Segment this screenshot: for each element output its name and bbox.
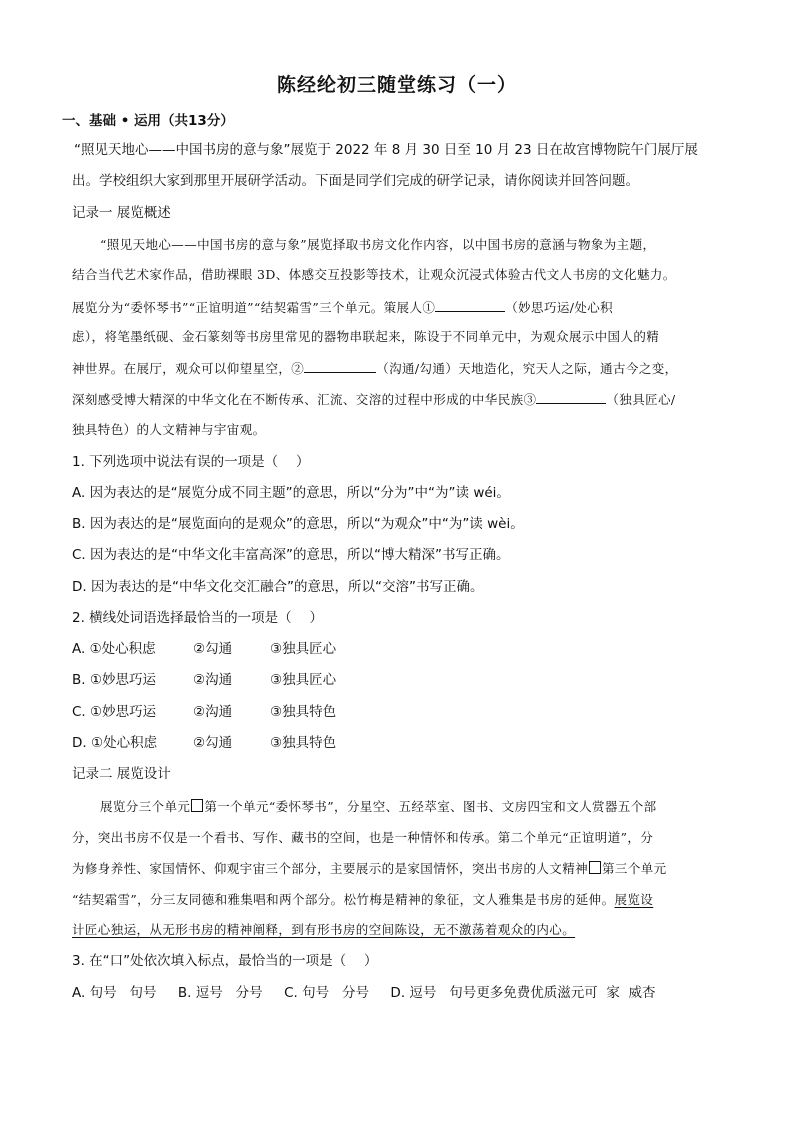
record2-line-1	[100, 797, 657, 817]
record1-line-1: “照见天地心——中国书房的意与象”展览择取书房文化作内容，以中国书房的意涵与物象为主题，	[100, 237, 656, 252]
record1-line-6-choice: （独具匠心/	[606, 392, 676, 407]
record2-line-2: 分，突出书房不仅是一个看书、写作、藏书的空间，也是一种情怀和传承。第二个单元“正谊明道”，分	[72, 830, 654, 845]
answer-blank-1[interactable]	[435, 297, 505, 312]
q2-option-a-part2: ②勾通	[193, 641, 233, 657]
q2-option-c-part3: ③独具特色	[270, 704, 337, 720]
q2-option-c-part2: ②沟通	[193, 704, 233, 720]
q2-option-a[interactable]	[72, 639, 372, 659]
q2-option-b-part1: B. ①妙思巧运	[72, 672, 156, 688]
q2-option-c-part1: C. ①妙思巧运	[72, 704, 157, 720]
q2-option-b-part3: ③独具匠心	[270, 672, 337, 688]
record1-line-2: 结合当代艺术家作品，借助裸眼 3D、体感交互投影等技术，让观众沉浸式体验古代文人书房的文化魅力。	[72, 267, 676, 282]
q1-option-d[interactable]: D. 因为表达的是“中华文化交汇融合”的意思，所以“交溶”书写正确。	[72, 579, 484, 595]
page-title: 陈经纶初三随堂练习（一）	[276, 74, 517, 96]
section-heading: 一、基础 • 运用（共13分）	[62, 113, 234, 129]
q2-option-a-part1: A. ①处心积虑	[72, 641, 156, 657]
q2-option-d-part3: ③独具特色	[270, 735, 337, 751]
record2-line-3	[72, 859, 667, 879]
q2-option-a-part3: ③独具匠心	[270, 641, 337, 657]
q2-option-b-part2: ②沟通	[193, 672, 233, 688]
record1-line-3-choice: （妙思巧运/处心积	[505, 300, 614, 315]
q2-option-d[interactable]	[72, 733, 372, 753]
record2-line-1-rest: 第一个单元“委怀琴书”，分星空、五经萃室、图书、文房四宝和文人赏器五个部	[204, 799, 657, 814]
underlined-sentence: 计匠心独运，从无形书房的精神阐释，到有形书房的空间陈设，无不激荡着观众的内心。	[72, 922, 576, 937]
q3-options[interactable]: A. 句号 句号 B. 逗号 分号 C. 句号 分号 D. 逗号 句号更多免费优质滋元可 家 威杏	[72, 985, 656, 1001]
record1-line-3-text: 展览分为“委怀琴书”“正谊明道”“结契霜雪”三个单元。策展人①	[72, 300, 436, 315]
punctuation-box-1[interactable]	[191, 799, 203, 812]
record1-line-5-choice: （沟通/勾通）天地造化，究天人之际，通古今之变，	[376, 361, 678, 376]
intro-line-2: 出。学校组织大家到那里开展研学活动。下面是同学们完成的研学记录，请你阅读并回答问题。	[72, 173, 639, 189]
record2-line-3-text: 为修身养性、家国情怀、仰观宇宙三个部分，主要展示的是家国情怀，突出书房的人文精神	[72, 861, 589, 876]
record2-line-1-text: 展览分三个单元	[100, 799, 191, 814]
record2-line-4-text: “结契霜雪”，分三友同德和雅集唱和两个部分。松竹梅是精神的象征，文人雅集是书房的延伸。	[72, 892, 615, 907]
record2-line-4	[72, 890, 653, 910]
record2-line-3-rest: 第三个单元	[602, 861, 667, 876]
underlined-sentence-start: 展览设	[614, 892, 654, 907]
q2-stem: 2. 横线处词语选择最恰当的一项是（ ）	[72, 610, 323, 626]
record1-line-4: 虑），将笔墨纸砚、金石篆刻等书房里常见的器物串联起来，陈设于不同单元中，为观众展示中国人的精	[72, 329, 660, 344]
q2-option-d-part2: ②勾通	[193, 735, 233, 751]
record1-heading: 记录一 展览概述	[72, 205, 171, 221]
q2-option-b[interactable]	[72, 670, 372, 690]
answer-blank-2[interactable]	[304, 358, 376, 373]
q2-option-d-part1: D. ①处心积虑	[72, 735, 158, 751]
answer-blank-3[interactable]	[536, 389, 606, 404]
record1-line-3	[72, 297, 613, 318]
record1-line-7: 独具特色）的人文精神与宇宙观。	[72, 422, 266, 437]
record1-line-5	[72, 358, 678, 379]
q1-option-a[interactable]: A. 因为表达的是“展览分成不同主题”的意思，所以“分为”中“为”读 wéi。	[72, 485, 510, 501]
record1-line-5-text: 神世界。在展厅，观众可以仰望星空，②	[72, 361, 305, 376]
punctuation-box-2[interactable]	[589, 861, 601, 874]
record2-heading: 记录二 展览设计	[72, 766, 171, 782]
record1-line-6-text: 深刻感受博大精深的中华文化在不断传承、汇流、交溶的过程中形成的中华民族③	[72, 392, 537, 407]
q1-option-b[interactable]: B. 因为表达的是“展览面向的是观众”的意思，所以“为观众”中“为”读 wèi。	[72, 516, 524, 532]
q2-option-c[interactable]	[72, 702, 372, 722]
q3-stem: 3. 在“口”处依次填入标点，最恰当的一项是（ ）	[72, 953, 378, 969]
record1-line-6	[72, 389, 676, 410]
intro-line-1: “照见天地心——中国书房的意与象”展览于 2022 年 8 月 30 日至 10 月 23 日在故宫博物院午门展厅展	[74, 142, 698, 158]
q1-stem: 1. 下列选项中说法有误的一项是（ ）	[72, 454, 310, 470]
q1-option-c[interactable]: C. 因为表达的是“中华文化丰富高深”的意思，所以“博大精深”书写正确。	[72, 547, 510, 563]
